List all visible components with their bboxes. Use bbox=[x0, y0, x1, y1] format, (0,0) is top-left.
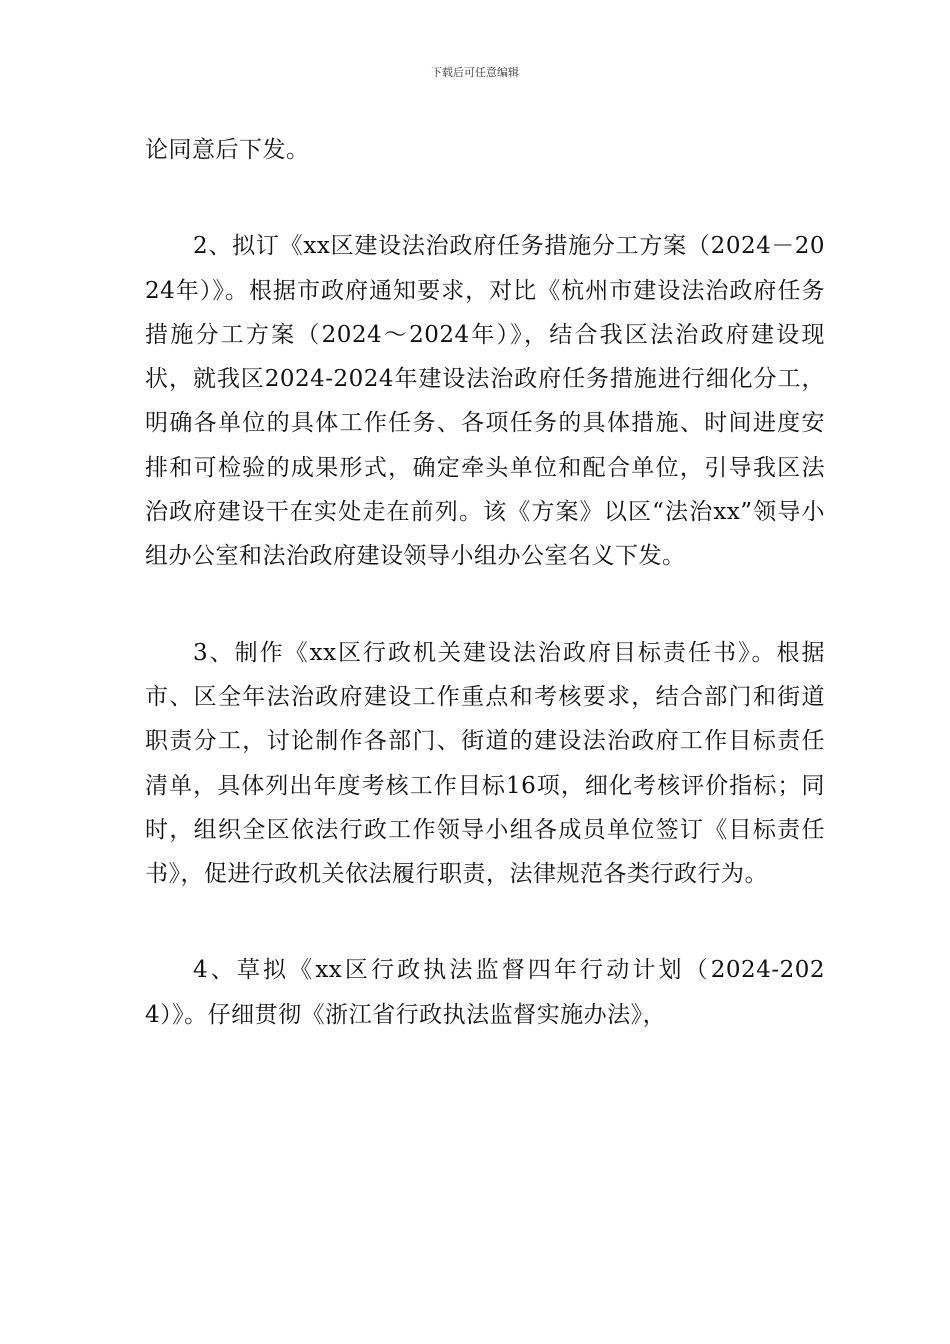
paragraph-item-4: 4、草拟《xx区行政执法监督四年行动计划（2024-2024）》。仔细贯彻《浙江省行政执法监督实施办法》， bbox=[145, 957, 825, 1028]
paragraph-item-2: 2、拟订《xx区建设法治政府任务措施分工方案（2024－2024年）》。根据市政府通知要求，对比《杭州市建设法治政府任务措施分工方案（2024～2024年）》，结合我区法治政府建设现状，就我区2024-2024年建设法治政府任务措施进行细化分工，明确各单位的具体工作任务、各项任务的具体措施、时间进度安排和可检验的成果形式，确定牵头单位和配合单位，引导我区法治政府建设干在实处走在前列。该《方案》以区“法治xx”领导小组办公室和法治政府建设领导小组办公室名义下发。 bbox=[145, 233, 825, 570]
paragraph-spacer bbox=[145, 172, 825, 224]
paragraph-continuation: 论同意后下发。 bbox=[145, 137, 310, 163]
paragraph-spacer bbox=[145, 896, 825, 948]
paragraph-item-3: 3、制作《xx区行政机关建设法治政府目标责任书》。根据市、区全年法治政府建设工作重点和考核要求，结合部门和街道职责分工，讨论制作各部门、街道的建设法治政府工作目标责任清单，具体列出年度考核工作目标16项，细化考核评价指标；同时，组织全区依法行政工作领导小组各成员单位签订《目标责任书》，促进行政机关依法履行职责，法律规范各类行政行为。 bbox=[145, 639, 825, 888]
paragraph-spacer bbox=[145, 579, 825, 631]
document-body bbox=[145, 128, 825, 1037]
page-header: 下载后可任意编辑 bbox=[431, 66, 519, 79]
